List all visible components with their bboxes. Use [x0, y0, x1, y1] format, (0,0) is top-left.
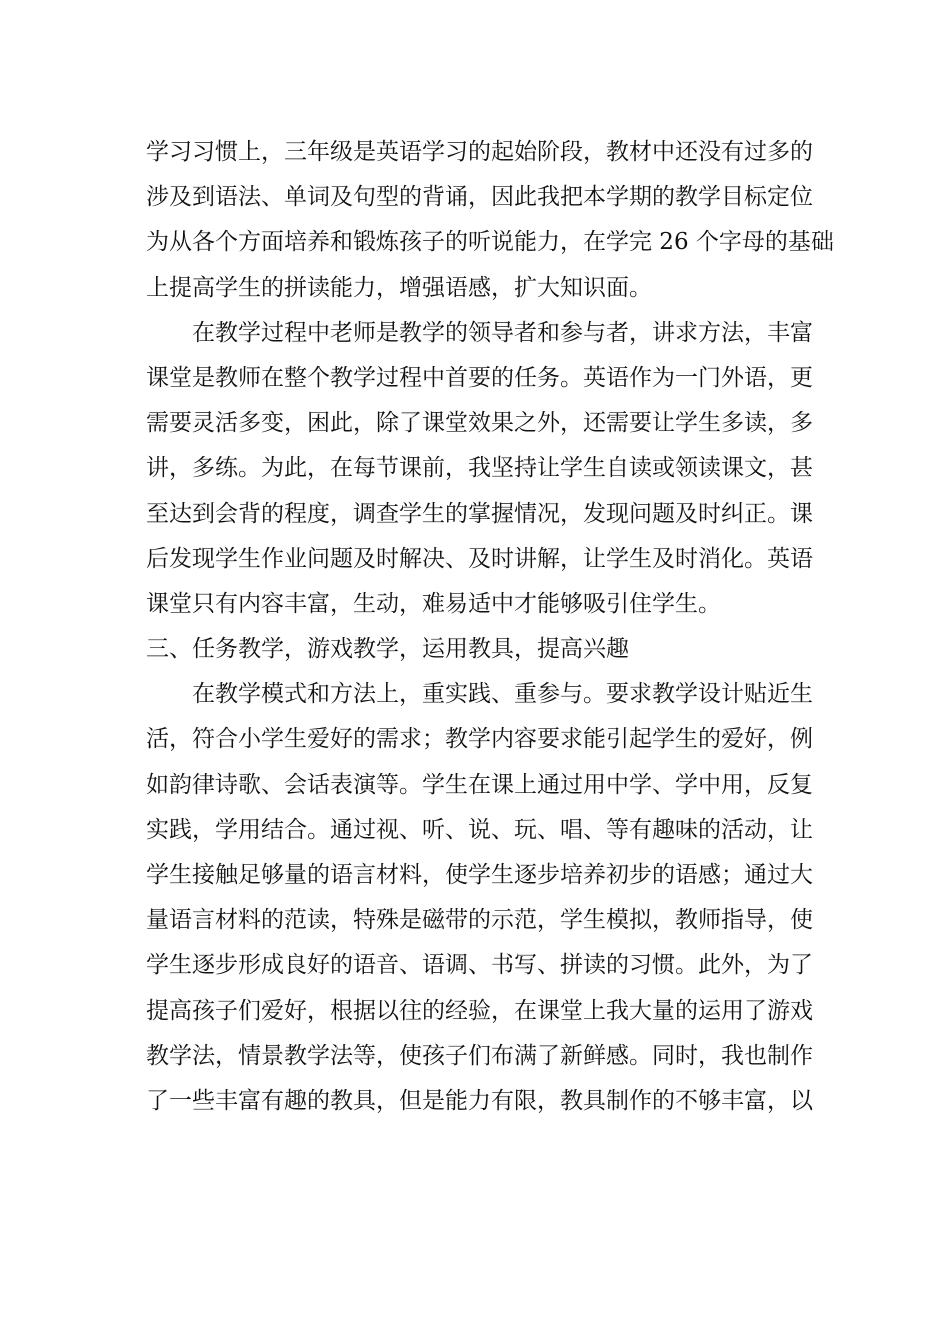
text-line: 课堂是教师在整个教学过程中首要的任务。英语作为一门外语，更 — [146, 364, 813, 391]
text-line: 为从各个方面培养和锻炼孩子的听说能力，在学完 26 个字母的基础 — [146, 229, 834, 256]
text-line: 三、任务教学，游戏教学，运用教具，提高兴趣 — [146, 636, 629, 663]
paragraph-first-line: 在教学过程中老师是教学的领导者和参与者，讲求方法，丰富 — [192, 319, 813, 346]
text-line: 提高孩子们爱好，根据以往的经验，在课堂上我大量的运用了游戏 — [146, 997, 813, 1024]
text-line: 至达到会背的程度，调查学生的掌握情况，发现问题及时纠正。课 — [146, 500, 813, 527]
text-line: 如韵律诗歌、会话表演等。学生在课上通过用中学、学中用，反复 — [146, 771, 813, 798]
text-line: 上提高学生的拼读能力，增强语感，扩大知识面。 — [146, 274, 652, 301]
paragraph-first-line: 在教学模式和方法上，重实践、重参与。要求教学设计贴近生 — [192, 681, 813, 708]
text-line: 课堂只有内容丰富，生动，难易适中才能够吸引住学生。 — [146, 590, 721, 617]
text-line: 学生逐步形成良好的语音、语调、书写、拼读的习惯。此外，为了 — [146, 952, 813, 979]
text-line: 量语言材料的范读，特殊是磁带的示范，学生模拟，教师指导，使 — [146, 907, 813, 934]
text-line: 活，符合小学生爱好的需求；教学内容要求能引起学生的爱好，例 — [146, 726, 813, 753]
text-line: 学习习惯上，三年级是英语学习的起始阶段，教材中还没有过多的 — [146, 139, 813, 165]
text-line: 涉及到语法、单词及句型的背诵，因此我把本学期的教学目标定位 — [146, 184, 813, 211]
text-line: 需要灵活多变，困此，除了课堂效果之外，还需要让学生多读，多 — [146, 410, 813, 437]
text-line: 实践，学用结合。通过视、听、说、玩、唱、等有趣味的活动，让 — [146, 816, 813, 843]
text-line: 了一些丰富有趣的教具，但是能力有限，教具制作的不够丰富，以 — [146, 1087, 813, 1114]
text-line: 讲，多练。为此，在每节课前，我坚持让学生自读或领读课文，甚 — [146, 455, 813, 482]
text-line: 教学法，情景教学法等，使孩子们布满了新鲜感。同时，我也制作 — [146, 1042, 813, 1069]
text-line: 学生接触足够量的语言材料，使学生逐步培养初步的语感；通过大 — [146, 862, 813, 888]
document-body — [146, 130, 834, 1124]
text-line: 后发现学生作业问题及时解决、及时讲解，让学生及时消化。英语 — [146, 545, 813, 572]
